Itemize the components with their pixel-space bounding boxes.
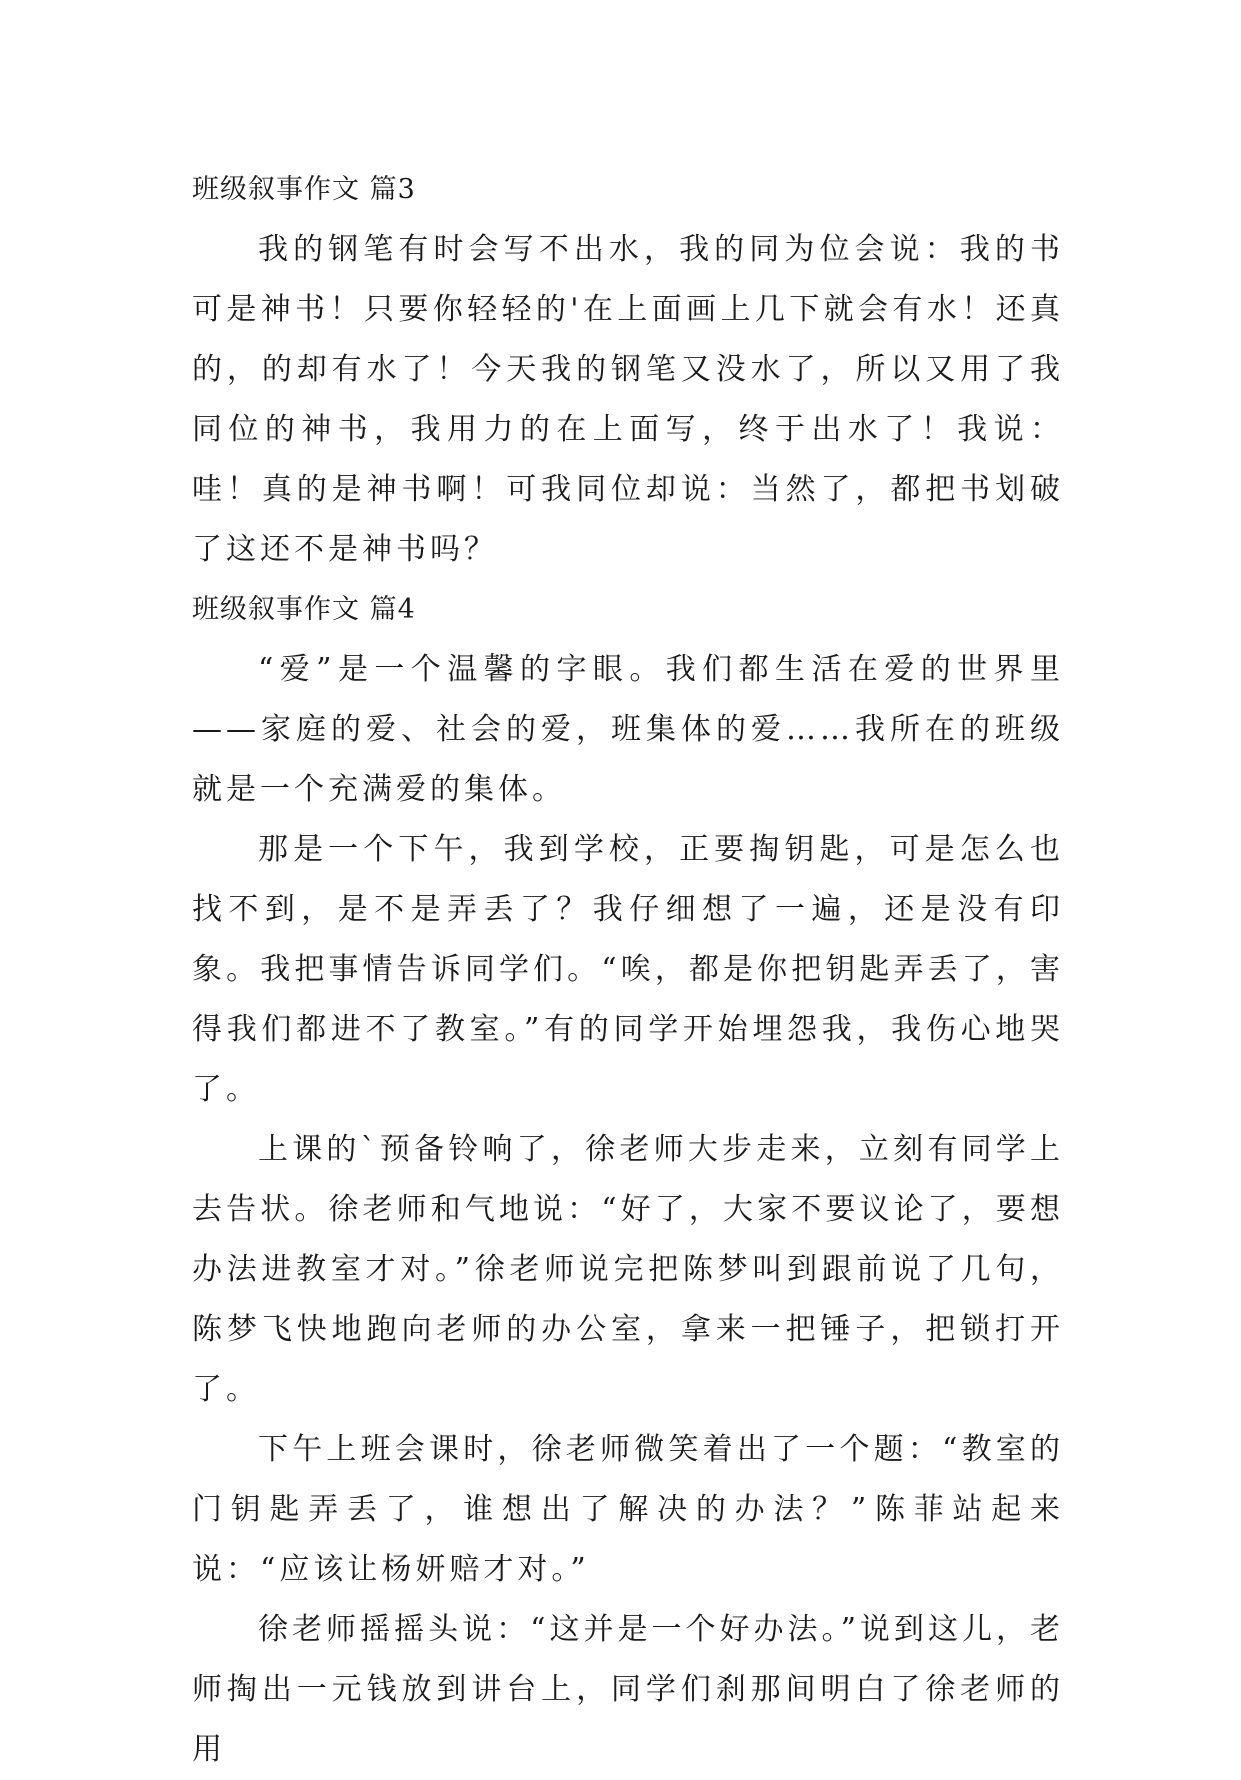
paragraph: “爱”是一个温馨的字眼。我们都生活在爱的世界里——家庭的爱、社会的爱，班集体的爱……我所在的班级就是一个充满爱的集体。 <box>192 652 1064 807</box>
paragraph: 那是一个下午，我到学校，正要掏钥匙，可是怎么也找不到，是不是弄丢了？我仔细想了一遍，还是没有印象。我把事情告诉同学们。“唉，都是你把钥匙弄丢了，害得我们都进不了教室。”有的同学开始埋怨我，我伤心地哭了。 <box>192 832 1064 1107</box>
section-heading: 班级叙事作文 篇4 <box>192 594 416 625</box>
paragraph: 下午上班会课时，徐老师微笑着出了一个题：“教室的门钥匙弄丢了，谁想出了解决的办法？”陈菲站起来说：“应该让杨妍赔才对。” <box>192 1432 1064 1587</box>
paragraph: 上课的`预备铃响了，徐老师大步走来，立刻有同学上去告状。徐老师和气地说：“好了，大家不要议论了，要想办法进教室才对。”徐老师说完把陈梦叫到跟前说了几句，陈梦飞快地跑向老师的办公室，拿来一把锤子，把锁打开了。 <box>192 1132 1064 1407</box>
document-body <box>192 160 1064 1780</box>
paragraph: 徐老师摇摇头说：“这并是一个好办法。”说到这儿，老师掏出一元钱放到讲台上，同学们刹那间明白了徐老师的用 <box>192 1612 1064 1767</box>
paragraph: 我的钢笔有时会写不出水，我的同为位会说：我的书可是神书！只要你轻轻的'在上面画上几下就会有水！还真的，的却有水了！今天我的钢笔又没水了，所以又用了我同位的神书，我用力的在上面写，终于出水了！我说：哇！真的是神书啊！可我同位却说：当然了，都把书划破了这还不是神书吗？ <box>192 232 1064 567</box>
section-heading: 班级叙事作文 篇3 <box>192 174 416 205</box>
